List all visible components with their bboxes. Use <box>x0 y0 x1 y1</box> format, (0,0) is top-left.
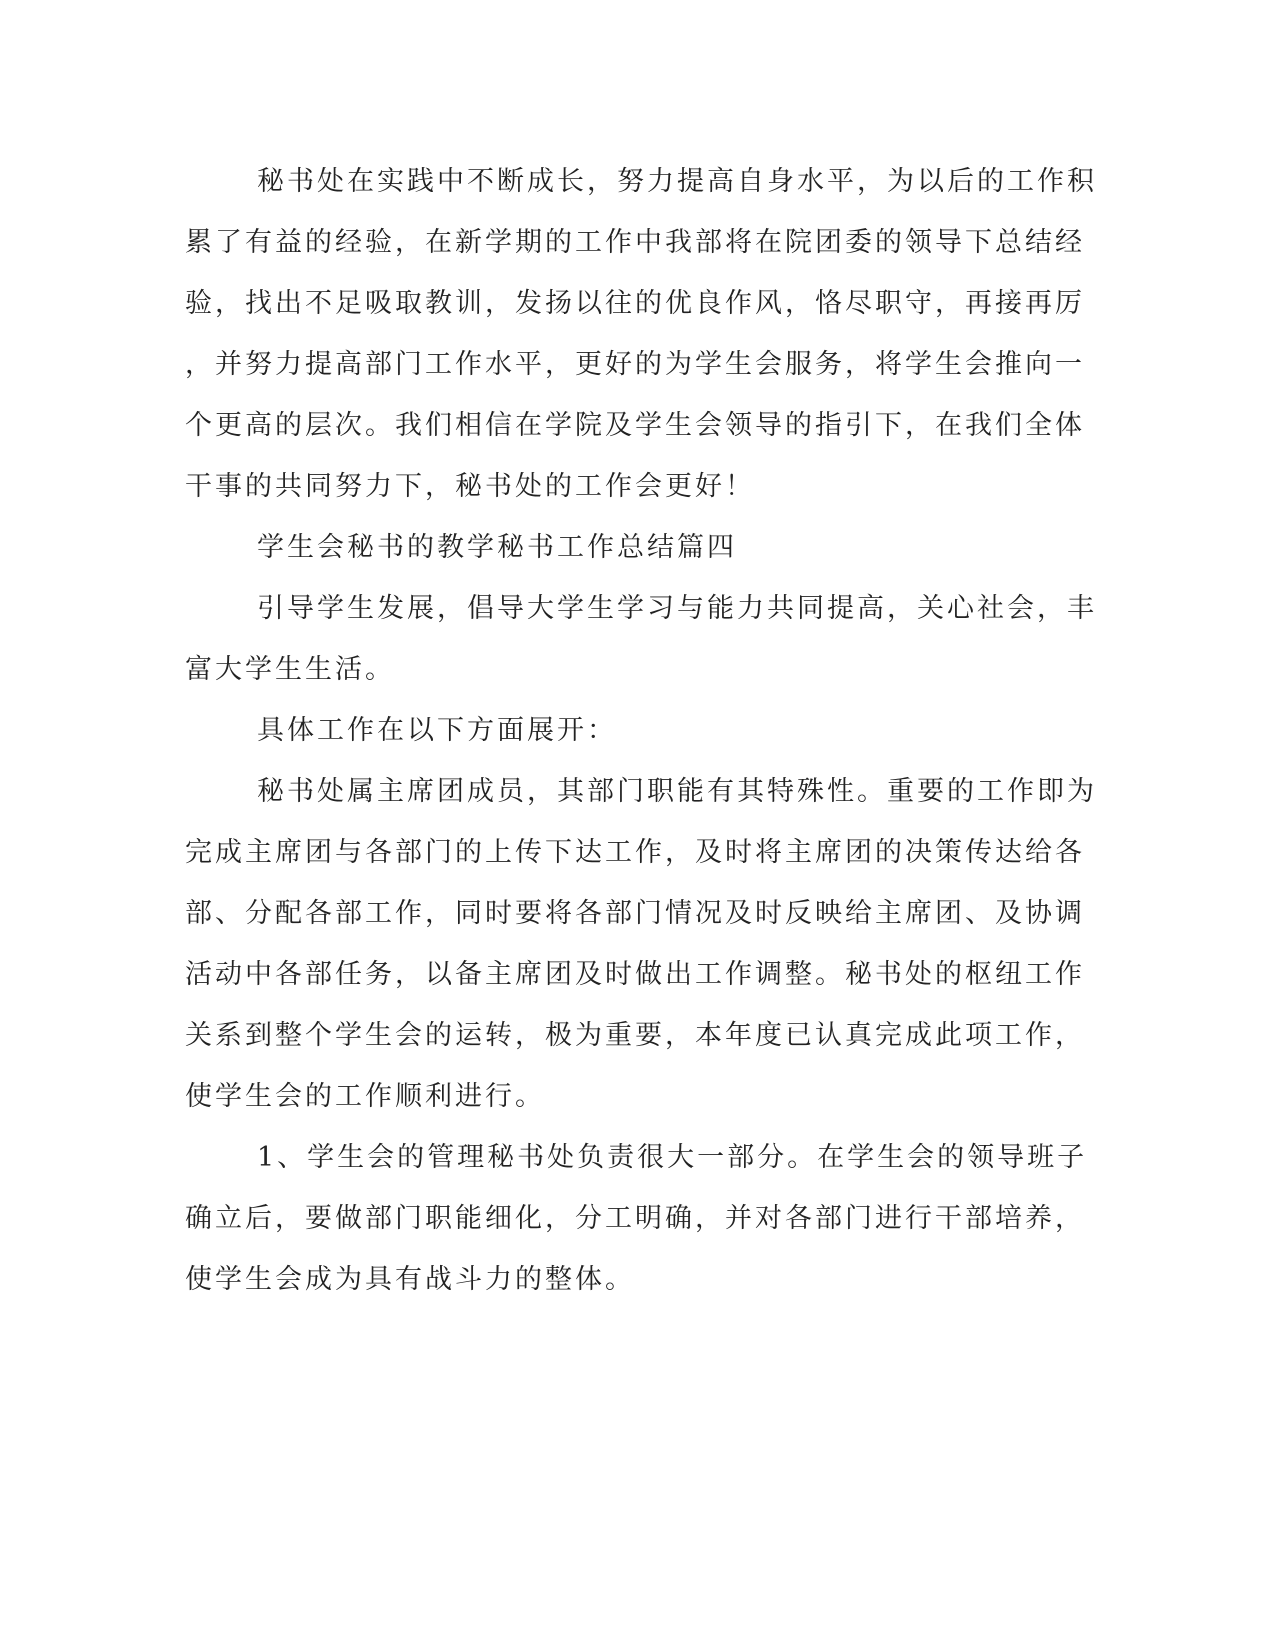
text-line: 使学生会的工作顺利进行。 <box>185 1081 545 1112</box>
text-line: 引导学生发展，倡导大学生学习与能力共同提高，关心社会，丰 <box>257 593 1097 624</box>
text-line: 部、分配各部工作，同时要将各部门情况及时反映给主席团、及协调 <box>185 898 1085 929</box>
text-line: 活动中各部任务，以备主席团及时做出工作调整。秘书处的枢纽工作 <box>185 959 1085 990</box>
text-line: 秘书处在实践中不断成长，努力提高自身水平，为以后的工作积 <box>257 166 1097 197</box>
document-body <box>185 162 1097 1321</box>
text-line: 干事的共同努力下，秘书处的工作会更好！ <box>185 471 755 502</box>
text-line: 使学生会成为具有战斗力的整体。 <box>185 1264 635 1295</box>
text-line: 具体工作在以下方面展开： <box>257 715 617 746</box>
text-line: 确立后，要做部门职能细化，分工明确，并对各部门进行干部培养， <box>185 1203 1085 1234</box>
text-line: 富大学生生活。 <box>185 654 395 685</box>
text-line: 完成主席团与各部门的上传下达工作，及时将主席团的决策传达给各 <box>185 837 1085 868</box>
text-line: 秘书处属主席团成员，其部门职能有其特殊性。重要的工作即为 <box>257 776 1097 807</box>
text-line: 累了有益的经验，在新学期的工作中我部将在院团委的领导下总结经 <box>185 227 1085 258</box>
text-line: ，并努力提高部门工作水平，更好的为学生会服务，将学生会推向一 <box>185 349 1085 380</box>
text-line: 关系到整个学生会的运转，极为重要，本年度已认真完成此项工作， <box>185 1020 1085 1051</box>
text-line: 1、学生会的管理秘书处负责很大一部分。在学生会的领导班子 <box>257 1142 1088 1173</box>
text-line: 学生会秘书的教学秘书工作总结篇四 <box>257 532 737 563</box>
text-line: 个更高的层次。我们相信在学院及学生会领导的指引下，在我们全体 <box>185 410 1085 441</box>
text-line: 验，找出不足吸取教训，发扬以往的优良作风，恪尽职守，再接再厉 <box>185 288 1085 319</box>
